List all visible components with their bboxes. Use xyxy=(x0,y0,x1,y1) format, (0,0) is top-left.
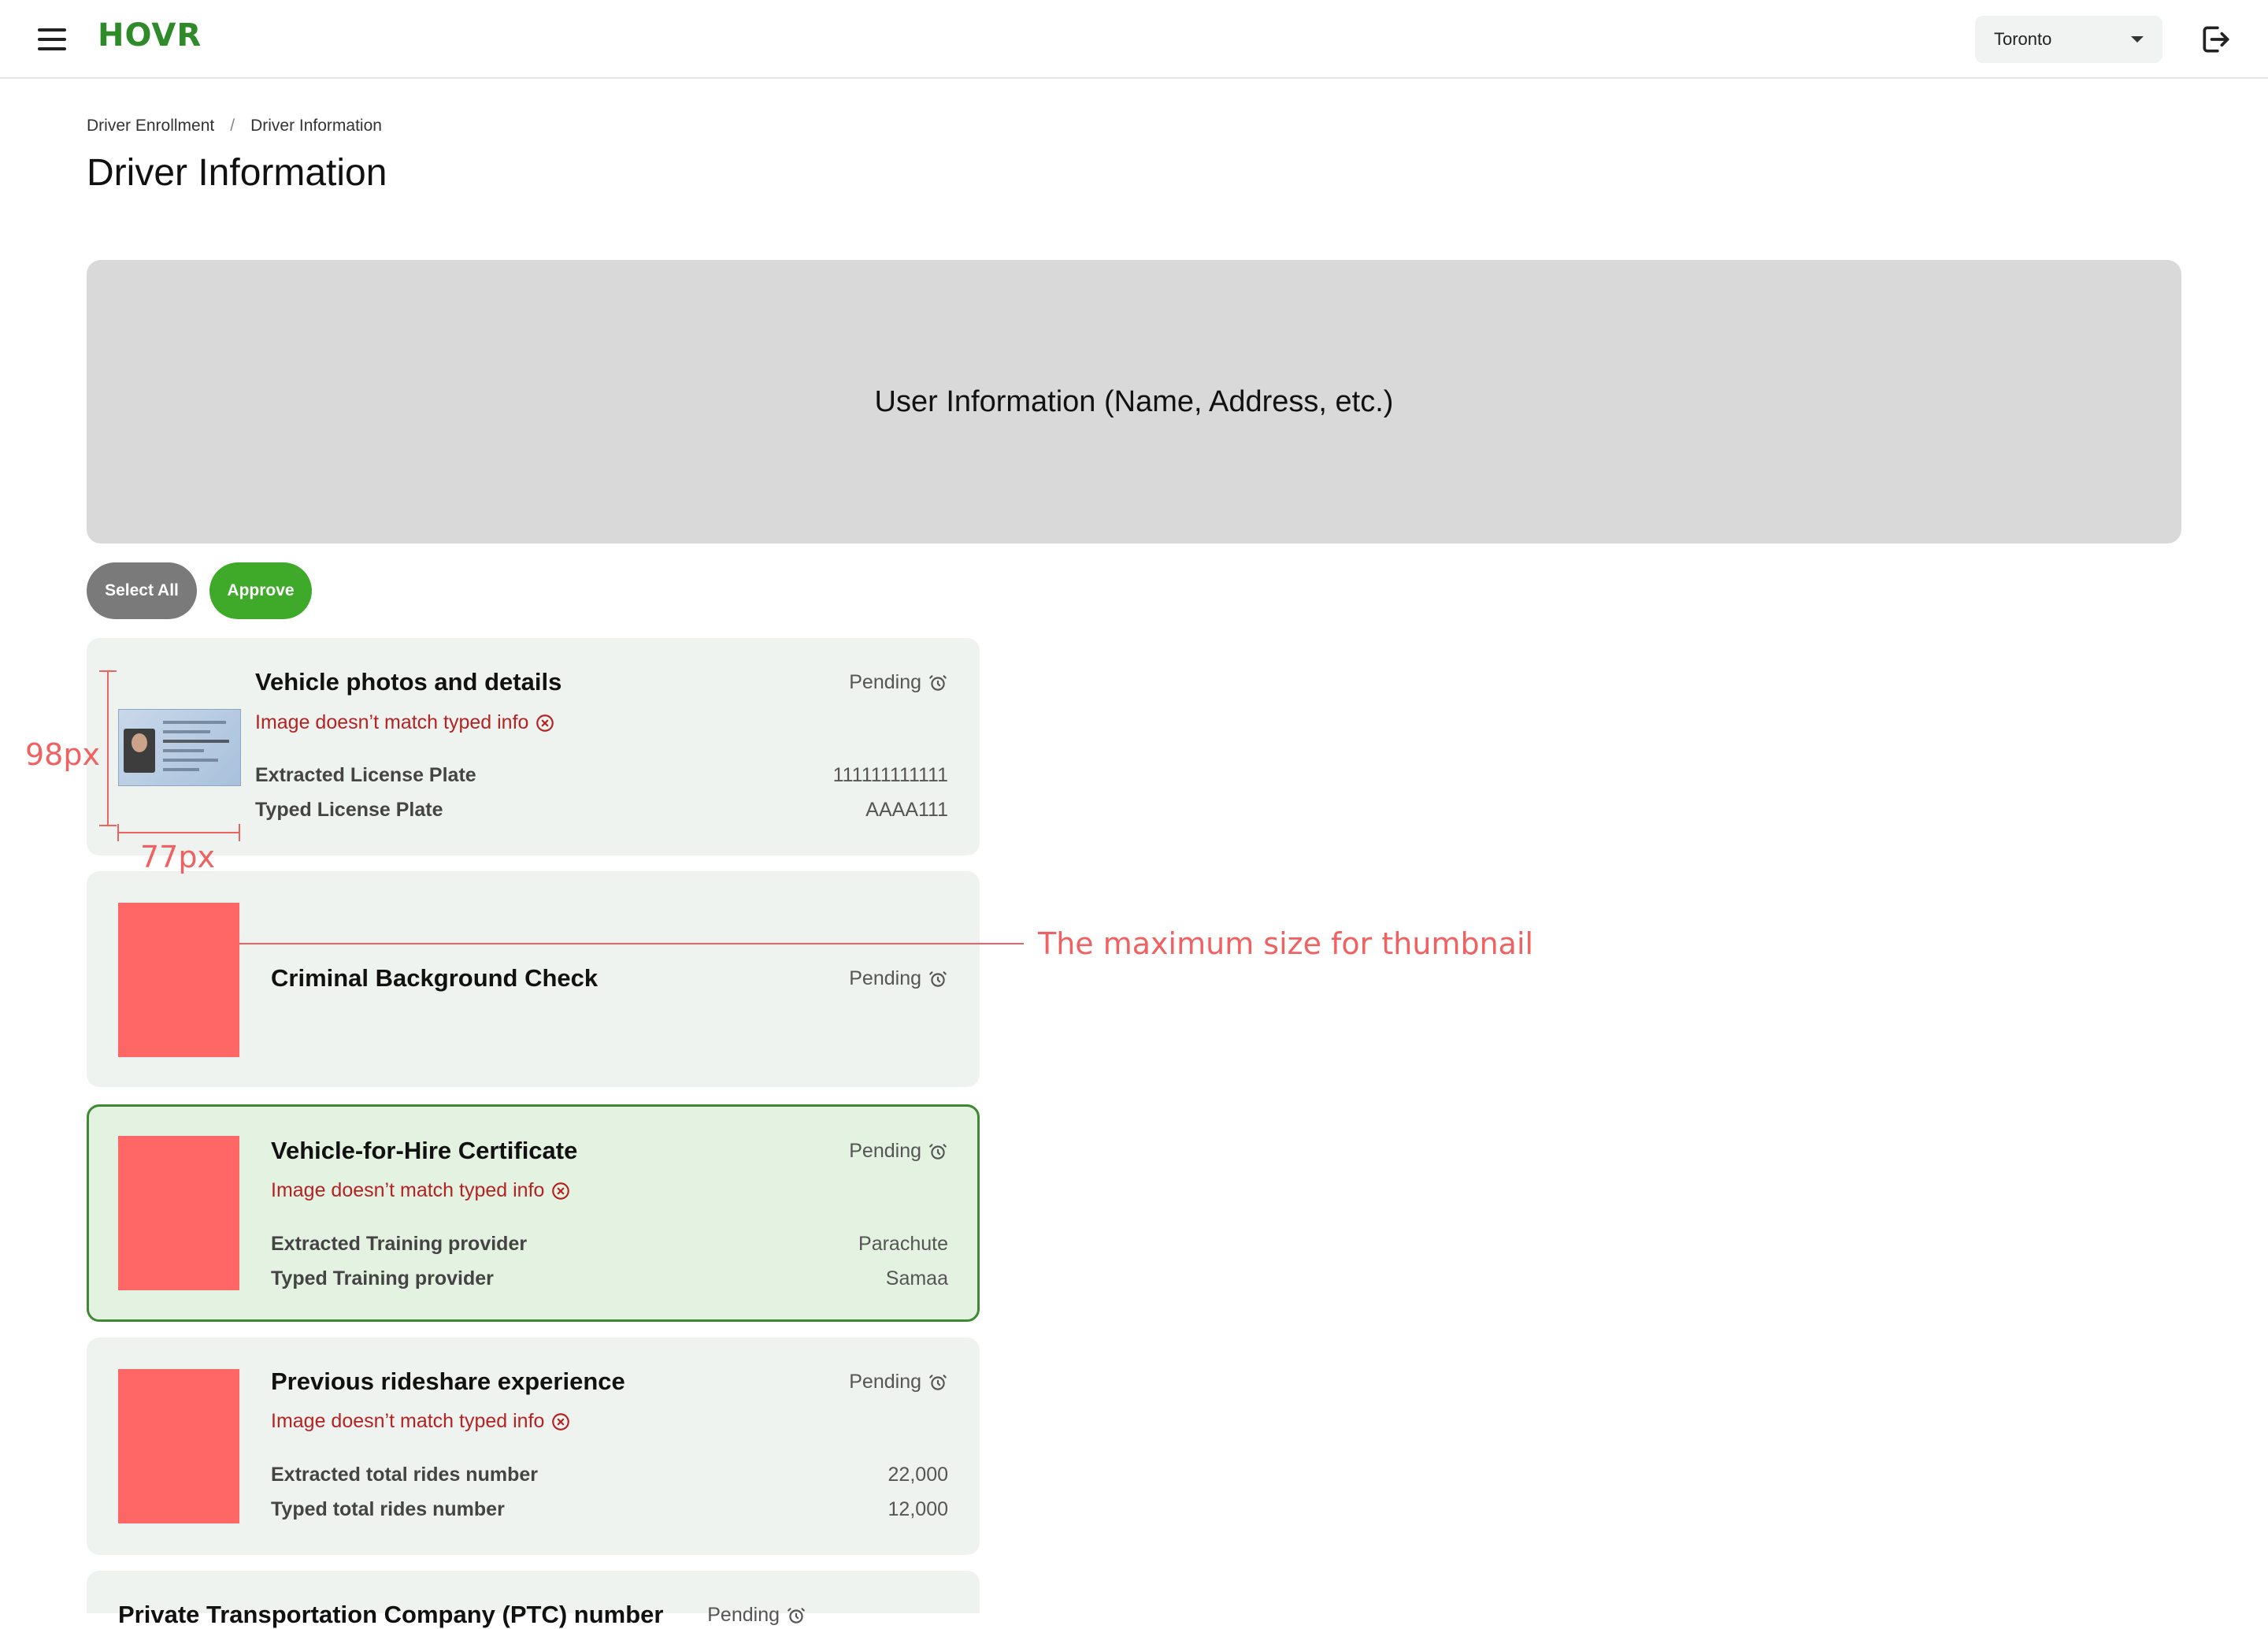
height-measure-cap xyxy=(99,825,117,826)
callout-line xyxy=(239,943,1024,944)
status-text: Pending xyxy=(707,1604,780,1626)
approve-button[interactable]: Approve xyxy=(209,562,312,619)
thumbnail-placeholder[interactable] xyxy=(118,1369,239,1523)
status-badge xyxy=(849,967,948,990)
alarm-clock-icon xyxy=(928,673,948,693)
error-text: Image doesn’t match typed info xyxy=(255,711,529,733)
breadcrumb-item-driver-information: Driver Information xyxy=(250,117,382,135)
width-measure-line xyxy=(118,832,239,833)
field-label: Extracted License Plate xyxy=(255,764,476,786)
max-size-annotation: The maximum size for thumbnail xyxy=(1038,926,1534,961)
status-text: Pending xyxy=(849,967,921,989)
card-title: Criminal Background Check xyxy=(271,964,598,992)
field-value: 12,000 xyxy=(888,1498,948,1520)
error-message xyxy=(255,711,555,734)
error-message xyxy=(271,1410,571,1433)
hamburger-menu-icon[interactable] xyxy=(38,28,66,50)
height-measure-cap xyxy=(99,670,117,672)
field-label: Typed total rides number xyxy=(271,1498,505,1520)
card-title: Private Transportation Company (PTC) number xyxy=(118,1601,664,1628)
field-label: Typed License Plate xyxy=(255,799,443,821)
page-title: Driver Information xyxy=(87,152,387,194)
error-circle-x-icon xyxy=(535,713,555,733)
select-all-button[interactable]: Select All xyxy=(87,562,197,619)
city-select-value: Toronto xyxy=(1994,29,2052,49)
thumbnail-placeholder[interactable] xyxy=(118,903,239,1057)
field-value: 111111111111 xyxy=(832,764,948,786)
card-title: Vehicle photos and details xyxy=(255,668,562,696)
field-label: Extracted total rides number xyxy=(271,1464,538,1486)
status-text: Pending xyxy=(849,671,921,693)
field-label: Typed Training provider xyxy=(271,1267,494,1289)
width-measure-cap xyxy=(239,824,240,841)
error-message xyxy=(271,1179,571,1202)
error-text: Image doesn’t match typed info xyxy=(271,1179,545,1201)
status-badge xyxy=(707,1604,806,1627)
user-info-panel xyxy=(87,260,2181,544)
status-badge xyxy=(849,671,948,694)
card-vehicle-for-hire-certificate[interactable] xyxy=(87,1104,980,1322)
card-title: Vehicle-for-Hire Certificate xyxy=(271,1137,578,1164)
breadcrumb-separator: / xyxy=(230,117,235,135)
alarm-clock-icon xyxy=(928,969,948,989)
width-measure-cap xyxy=(117,824,119,841)
card-ptc-number[interactable] xyxy=(87,1571,980,1628)
status-text: Pending xyxy=(849,1140,921,1162)
breadcrumb-item-driver-enrollment[interactable]: Driver Enrollment xyxy=(87,117,215,135)
top-bar xyxy=(0,0,2268,79)
status-text: Pending xyxy=(849,1371,921,1393)
status-badge xyxy=(849,1371,948,1393)
error-circle-x-icon xyxy=(550,1412,571,1432)
card-previous-rideshare-experience[interactable] xyxy=(87,1338,980,1555)
field-value: Parachute xyxy=(858,1233,948,1255)
card-criminal-background-check[interactable] xyxy=(87,871,980,1087)
thumbnail-placeholder[interactable] xyxy=(118,1136,239,1290)
user-info-placeholder: User Information (Name, Address, etc.) xyxy=(874,384,1394,418)
height-measure-line xyxy=(107,671,109,826)
city-select[interactable] xyxy=(1975,16,2162,63)
logout-icon[interactable] xyxy=(2199,22,2233,57)
alarm-clock-icon xyxy=(786,1605,806,1626)
error-circle-x-icon xyxy=(550,1181,571,1201)
status-badge xyxy=(849,1140,948,1163)
breadcrumb xyxy=(87,117,382,135)
field-value: AAAA111 xyxy=(865,799,948,821)
alarm-clock-icon xyxy=(928,1141,948,1162)
chevron-down-icon xyxy=(2131,36,2144,43)
logo[interactable]: HOVR xyxy=(98,17,202,54)
field-value: 22,000 xyxy=(888,1464,948,1486)
card-vehicle-photos[interactable] xyxy=(87,638,980,855)
width-annotation: 77px xyxy=(140,840,215,874)
id-card-thumbnail[interactable] xyxy=(118,709,241,786)
field-label: Extracted Training provider xyxy=(271,1233,528,1255)
card-title: Previous rideshare experience xyxy=(271,1367,625,1395)
height-annotation: 98px xyxy=(25,737,100,772)
error-text: Image doesn’t match typed info xyxy=(271,1410,545,1432)
alarm-clock-icon xyxy=(928,1372,948,1393)
field-value: Samaa xyxy=(885,1267,948,1289)
